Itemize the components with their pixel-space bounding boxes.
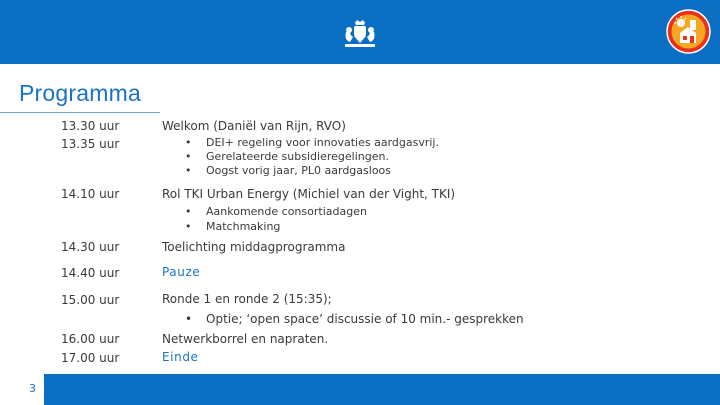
bullet-text: Matchmaking xyxy=(206,220,281,233)
schedule-time: 13.30 uur xyxy=(61,119,120,133)
bullet-text: Optie; ‘open space’ discussie of 10 min.- gesprekken xyxy=(206,312,524,326)
bullet-icon: • xyxy=(185,220,192,233)
bullet-text: Aankomende consortiadagen xyxy=(206,205,367,218)
schedule-item: Toelichting middagprogramma xyxy=(162,240,346,254)
bullet-icon: • xyxy=(185,205,192,218)
pause-label: Pauze xyxy=(162,265,201,279)
schedule-item: Rol TKI Urban Energy (Michiel van der Vight, TKI) xyxy=(162,187,456,201)
bullet-icon: • xyxy=(185,136,192,149)
schedule-time: 13.35 uur xyxy=(61,137,120,151)
bullet-text: Gerelateerde subsidieregelingen. xyxy=(206,150,389,163)
slide-title: Programma xyxy=(19,80,141,106)
schedule-time: 14.40 uur xyxy=(61,266,120,280)
bullet-text: Oogst vorig jaar, PL0 aardgasloos xyxy=(206,164,392,177)
schedule-time: 17.00 uur xyxy=(61,351,120,365)
urban-energy-logo-icon xyxy=(666,9,711,54)
royal-coat-of-arms-icon xyxy=(342,20,378,50)
schedule-item: Netwerkborrel en napraten. xyxy=(162,332,329,346)
title-underline xyxy=(0,112,160,113)
bullet-icon: • xyxy=(185,312,193,326)
schedule-time: 16.00 uur xyxy=(61,332,120,346)
end-label: Einde xyxy=(162,350,199,364)
schedule-item: Ronde 1 en ronde 2 (15:35); xyxy=(162,292,332,306)
bullet-icon: • xyxy=(185,164,192,177)
bullet-icon: • xyxy=(185,150,192,163)
schedule-time: 14.30 uur xyxy=(61,240,120,254)
bullet-text: DEI+ regeling voor innovaties aardgasvrij. xyxy=(206,136,439,149)
schedule-time: 15.00 uur xyxy=(61,293,120,307)
schedule-time: 14.10 uur xyxy=(61,187,120,201)
page-number: 3 xyxy=(29,382,36,395)
bottom-banner xyxy=(44,374,720,405)
schedule-item: Welkom (Daniël van Rijn, RVO) xyxy=(162,119,346,133)
